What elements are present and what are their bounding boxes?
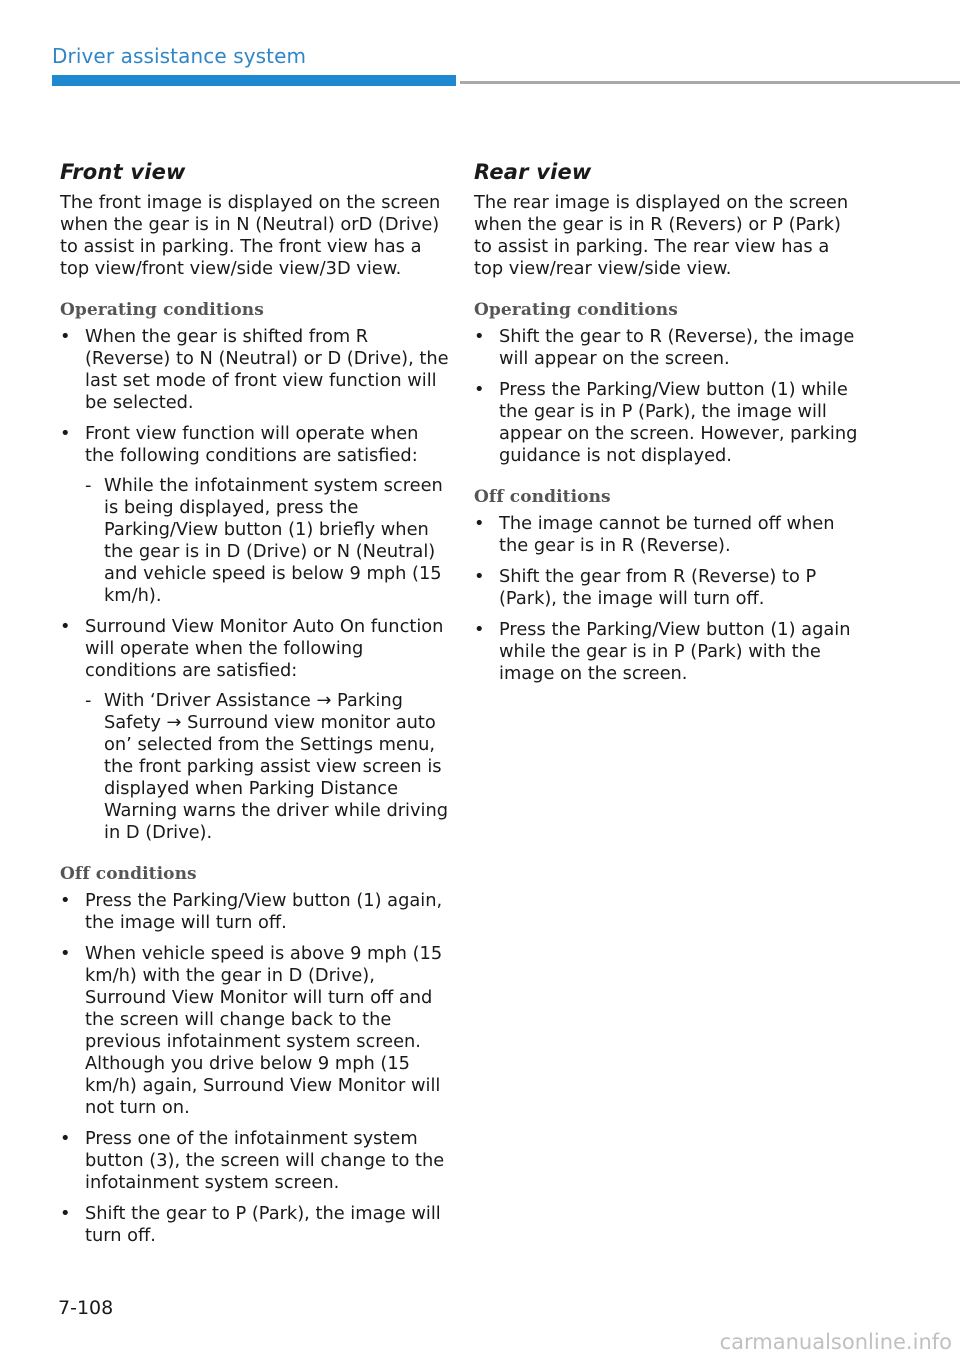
bullet-icon: • <box>474 566 485 587</box>
list-item-text: When the gear is shifted from R (Reverse) to N (Neutral) or D (Drive), the last set mode of front view function will be selected. <box>85 326 449 413</box>
list-item-text: Press the Parking/View button (1) again while the gear is in P (Park) with the image on the screen. <box>499 619 851 684</box>
list-item <box>60 1128 450 1194</box>
list-item-text: When vehicle speed is above 9 mph (15 km/h) with the gear in D (Drive), Surround View Monitor will turn off and the screen will change back to the previous infotainment system screen. Although you drive below 9 mph (15 km/h) again, Surround View Monitor will not turn on. <box>85 943 443 1118</box>
dash-icon: - <box>85 475 92 496</box>
rear-operating-conditions-list <box>474 326 860 467</box>
bullet-icon: • <box>60 890 71 911</box>
rear-view-intro: The rear image is displayed on the screen when the gear is in R (Revers) or P (Park) to assist in parking. The rear view has a top view/rear view/side view. <box>474 192 849 279</box>
bullet-icon: • <box>474 379 485 400</box>
bullet-icon: • <box>60 326 71 347</box>
bullet-icon: • <box>474 326 485 347</box>
bullet-icon: • <box>60 943 71 964</box>
list-item <box>60 326 450 414</box>
list-item <box>474 379 860 467</box>
section-header-title: Driver assistance system <box>52 44 307 68</box>
rear-operating-conditions-heading: Operating conditions <box>474 300 678 320</box>
watermark-link[interactable]: carmanualsonline.info <box>719 1330 952 1354</box>
bullet-icon: • <box>60 1203 71 1224</box>
list-item <box>474 513 860 557</box>
list-item <box>60 1203 450 1247</box>
list-item <box>474 326 860 370</box>
list-item-text: Surround View Monitor Auto On function will operate when the following conditions are satisfied: <box>85 616 444 681</box>
front-off-conditions-heading: Off conditions <box>60 864 197 884</box>
bullet-icon: • <box>474 619 485 640</box>
header-divider-rule <box>460 81 960 84</box>
list-item <box>60 616 450 844</box>
rear-off-conditions-list <box>474 513 860 685</box>
list-item-text: Shift the gear from R (Reverse) to P (Park), the image will turn off. <box>499 566 817 609</box>
list-item-text: The image cannot be turned off when the gear is in R (Reverse). <box>499 513 835 556</box>
bullet-icon: • <box>60 423 71 444</box>
rear-view-heading: Rear view <box>474 160 592 184</box>
front-view-intro: The front image is displayed on the screen when the gear is in N (Neutral) orD (Drive) to assist in parking. The front view has a top view/front view/side view/3D view. <box>60 192 441 279</box>
page-number: 7-108 <box>58 1297 114 1319</box>
sub-list-item-text: While the infotainment system screen is being displayed, press the Parking/View button (1) briefly when the gear is in D (Drive) or N (Neutral) and vehicle speed is below 9 mph (15 km/h). <box>104 475 443 606</box>
sub-list-item <box>85 475 450 607</box>
list-item-text: Front view function will operate when the following conditions are satisfied: <box>85 423 419 466</box>
sub-list-item-text: With ‘Driver Assistance → Parking Safety → Surround view monitor auto on’ selected from the Settings menu, the front parking assist view screen is displayed when Parking Distance Warning warns the driver while driving in D (Drive). <box>104 690 449 843</box>
dash-icon: - <box>85 690 92 711</box>
bullet-icon: • <box>474 513 485 534</box>
front-view-heading: Front view <box>60 160 186 184</box>
list-item <box>60 943 450 1119</box>
bullet-icon: • <box>60 616 71 637</box>
left-column <box>60 160 450 1256</box>
front-operating-conditions-list <box>60 326 450 844</box>
sub-list <box>85 475 450 607</box>
rear-off-conditions-heading: Off conditions <box>474 487 611 507</box>
sub-list-item <box>85 690 450 844</box>
front-operating-conditions-heading: Operating conditions <box>60 300 264 320</box>
front-off-conditions-list <box>60 890 450 1247</box>
right-column <box>474 160 860 694</box>
list-item-text: Press the Parking/View button (1) while the gear is in P (Park), the image will appear on the screen. However, parking guidance is not displayed. <box>499 379 858 466</box>
list-item <box>474 619 860 685</box>
list-item-text: Shift the gear to P (Park), the image will turn off. <box>85 1203 441 1246</box>
list-item <box>474 566 860 610</box>
list-item <box>60 423 450 607</box>
bullet-icon: • <box>60 1128 71 1149</box>
sub-list <box>85 690 450 844</box>
list-item-text: Shift the gear to R (Reverse), the image will appear on the screen. <box>499 326 855 369</box>
list-item-text: Press one of the infotainment system button (3), the screen will change to the infotainment system screen. <box>85 1128 445 1193</box>
list-item <box>60 890 450 934</box>
list-item-text: Press the Parking/View button (1) again, the image will turn off. <box>85 890 443 933</box>
header-accent-rule <box>52 75 456 86</box>
